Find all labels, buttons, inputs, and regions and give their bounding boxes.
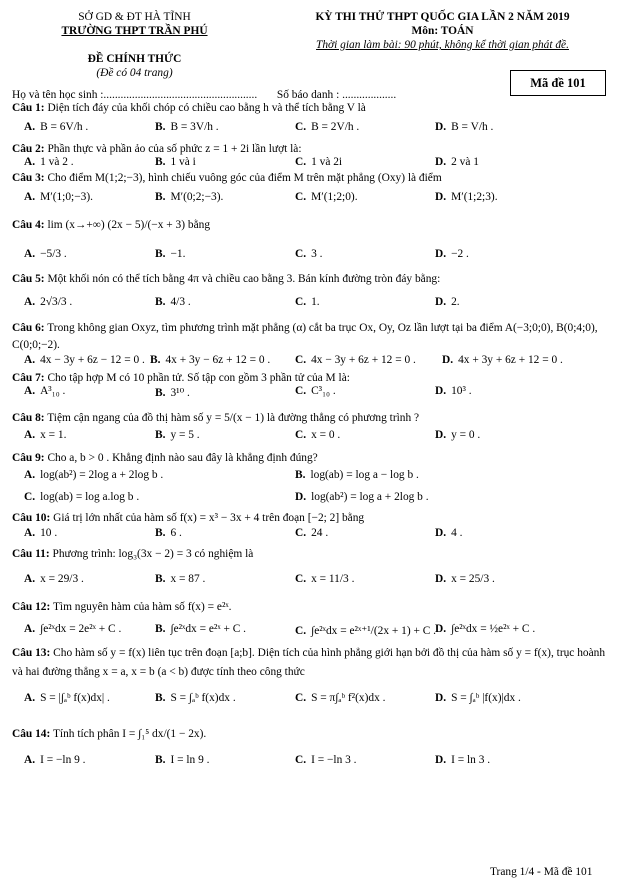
option: C. 4x − 3y + 6z + 12 = 0 . (295, 354, 416, 366)
option: A. log(ab²) = 2log a + 2log b . (24, 469, 164, 481)
options-2 (12, 156, 612, 171)
option: D. ∫e²ˣdx = ½e²ˣ + C . (435, 623, 536, 635)
time-note: Thời gian làm bài: 90 phút, không kể thời gian phát đề. (316, 39, 569, 51)
option: D. S = ∫ₐᵇ |f(x)|dx . (435, 692, 521, 704)
option: D. y = 0 . (435, 429, 481, 441)
options-14 (12, 748, 612, 770)
exam-title: KỲ THI THỬ THPT QUỐC GIA LẦN 2 NĂM 2019 (315, 11, 570, 23)
candidate-info (12, 89, 396, 101)
options-4 (12, 238, 612, 272)
question-2: Câu 2: Phần thực và phần ảo của số phức z = 1 + 2i lần lượt là: (12, 143, 302, 155)
question-14: Câu 14: Tính tích phân I = ∫₁⁵ dx/(1 − 2x). (12, 728, 207, 740)
id-label: Số báo danh : ................... (276, 89, 397, 101)
option: A. I = −ln 9 . (24, 754, 86, 766)
options-6 (12, 354, 612, 371)
option: D. 4x + 3y + 6z + 12 = 0 . (442, 354, 563, 366)
options-1 (12, 115, 612, 142)
option: C. M′(1;2;0). (295, 191, 358, 203)
options-7 (12, 385, 612, 407)
question-6: Câu 6: Trong không gian Oxyz, tìm phương trình mặt phẳng (α) cắt ba trục Ox, Oy, Oz lần lượt tại ba điểm A(−3;0;0), B(0;4;0), C(0;0;−2). (12, 322, 598, 351)
options-11 (12, 563, 612, 597)
question-4: Câu 4: lim (x→+∞) (2x − 5)/(−x + 3) bằng (12, 219, 211, 231)
option: C. ∫e²ˣdx = e²ˣ⁺¹/(2x + 1) + C . (295, 625, 437, 637)
option: A. 10 . (24, 527, 58, 539)
option: B. B = 3V/h . (155, 121, 219, 133)
question-13: Câu 13: Cho hàm số y = f(x) liên tục trên đoạn [a;b]. Diện tích của hình phẳng giới hạn bởi đồ thị của hàm số y = f(x), trục hoành và hai đường thẳng x = a, x = b (a < b) được tính theo công thức (12, 647, 606, 678)
option: C. 1. (295, 296, 320, 308)
option: D. M′(1;2;3). (435, 191, 498, 203)
options-3 (12, 185, 612, 212)
option: A. x = 1. (24, 429, 67, 441)
options-5 (12, 286, 612, 320)
name-label: Họ và tên học sinh :...................................................... (12, 89, 258, 101)
option: B. 4x + 3y − 6z + 12 = 0 . (150, 354, 271, 366)
option: B. 6 . (155, 527, 182, 539)
options-10 (12, 527, 612, 545)
question-7: Câu 7: Cho tập hợp M có 10 phần tử. Số tập con gồm 3 phần tử của M là: (12, 372, 350, 384)
option: B. 4/3 . (155, 296, 191, 308)
option: B. M′(0;2;−3). (155, 191, 224, 203)
page-footer: Trang 1/4 - Mã đề 101 (490, 866, 593, 878)
option: C. S = π∫ₐᵇ f²(x)dx . (295, 692, 386, 704)
option: D. I = ln 3 . (435, 754, 491, 766)
option: A. A³₁₀ . (24, 385, 66, 397)
option: B. S = ∫ₐᵇ f(x)dx . (155, 692, 236, 704)
options-9a (12, 465, 612, 487)
option: D. 2. (435, 296, 460, 308)
option: A. 1 và 2 . (24, 156, 74, 168)
option: A. 4x − 3y + 6z − 12 = 0 . (24, 354, 145, 366)
option: A. S = |∫ₐᵇ f(x)dx| . (24, 692, 110, 704)
options-8 (12, 429, 612, 451)
option: C. B = 2V/h . (295, 121, 360, 133)
option: A. 2√3/3 . (24, 296, 73, 308)
option: B. I = ln 9 . (155, 754, 210, 766)
option: D. log(ab²) = log a + 2log b . (295, 491, 429, 503)
option: C. C³₁₀ . (295, 385, 336, 397)
questions (12, 101, 612, 770)
option: B. y = 5 . (155, 429, 200, 441)
option: A. M′(1;0;−3). (24, 191, 93, 203)
option: D. x = 25/3 . (435, 573, 495, 585)
question-9: Câu 9: Cho a, b > 0 . Khẳng định nào sau đây là khẳng định đúng? (12, 452, 318, 464)
question-3: Câu 3: Cho điểm M(1;2;−3), hình chiếu vuông góc của điểm M trên mặt phẳng (Oxy) là điểm (12, 172, 442, 184)
option: C. 1 và 2i (295, 156, 343, 168)
option: C. I = −ln 3 . (295, 754, 357, 766)
option: D. B = V/h . (435, 121, 494, 133)
pages-note: (Đề có 04 trang) (96, 67, 173, 79)
official-label: ĐỀ CHÍNH THỨC (87, 53, 182, 65)
option: B. x = 87 . (155, 573, 206, 585)
department: SỞ GD & ĐT HÀ TĨNH (78, 11, 191, 23)
option: D. 10³ . (435, 385, 472, 397)
options-13 (12, 682, 612, 720)
question-11: Câu 11: Phương trình: log₃(3x − 2) = 3 có nghiệm là (12, 548, 254, 560)
option: A. x = 29/3 . (24, 573, 84, 585)
exam-code-box: Mã đề 101 (510, 70, 606, 96)
option: B. 1 và i (155, 156, 196, 168)
question-8: Câu 8: Tiệm cận ngang của đồ thị hàm số y = 5/(x − 1) là đường thẳng có phương trình ? (12, 412, 420, 424)
subject: Môn: TOÁN (411, 25, 474, 37)
option: C. x = 0 . (295, 429, 341, 441)
option: D. −2 . (435, 248, 469, 260)
header-right (275, 10, 610, 52)
option: A. B = 6V/h . (24, 121, 89, 133)
question-12: Câu 12: Tìm nguyên hàm của hàm số f(x) = e²ˣ. (12, 601, 232, 613)
header-left (22, 10, 247, 80)
option: C. log(ab) = log a.log b . (24, 491, 140, 503)
question-10: Câu 10: Giá trị lớn nhất của hàm số f(x) = x³ − 3x + 4 trên đoạn [−2; 2] bằng (12, 512, 365, 524)
option: A. −5/3 . (24, 248, 67, 260)
option: C. 24 . (295, 527, 329, 539)
question-5: Câu 5: Một khối nón có thể tích bằng 4π và chiều cao bằng 3. Bán kính đường tròn đáy bằng: (12, 273, 441, 285)
option: B. ∫e²ˣdx = e²ˣ + C . (155, 623, 247, 635)
question-1: Câu 1: Diện tích đáy của khối chóp có chiều cao bằng h và thể tích bằng V là (12, 102, 366, 114)
option: A. ∫e²ˣdx = 2e²ˣ + C . (24, 623, 122, 635)
option: D. 2 và 1 (435, 156, 479, 168)
option: D. 4 . (435, 527, 463, 539)
option: C. 3 . (295, 248, 323, 260)
options-12 (12, 617, 612, 644)
option: B. −1. (155, 248, 186, 260)
option: C. x = 11/3 . (295, 573, 355, 585)
options-9b (12, 487, 612, 509)
option: B. 3¹⁰ . (155, 387, 190, 399)
school-name: TRƯỜNG THPT TRẦN PHÚ (61, 25, 208, 37)
option: B. log(ab) = log a − log b . (295, 469, 419, 481)
